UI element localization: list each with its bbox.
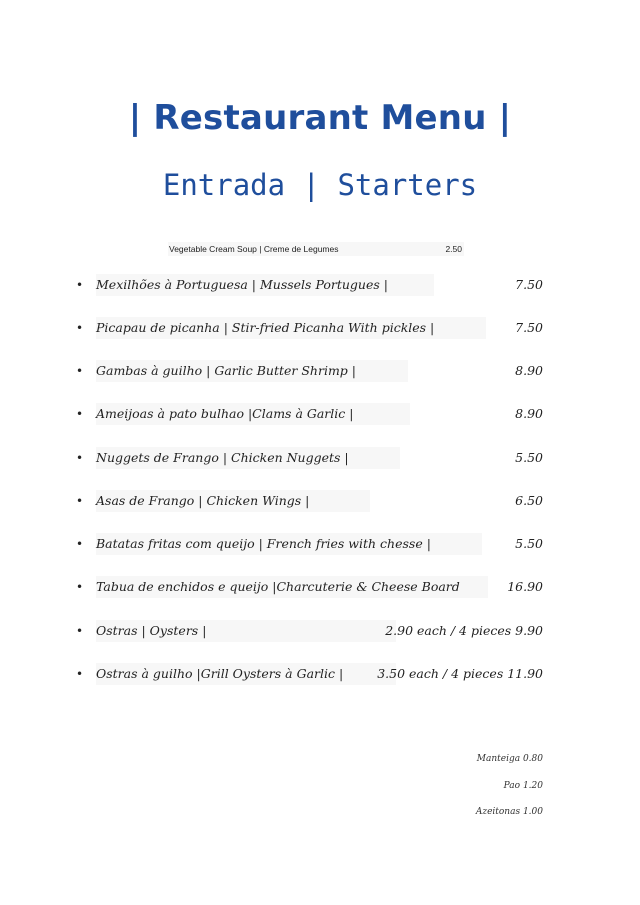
section-title: Entrada | Starters bbox=[162, 168, 478, 202]
menu-item-soup bbox=[168, 242, 464, 256]
item-name: Picapau de picanha | Stir-fried Picanha With pickles | bbox=[96, 320, 435, 335]
item-price: 7.50 bbox=[515, 320, 543, 335]
extra-item: Manteiga 0.80 bbox=[476, 754, 543, 764]
bullet-icon: • bbox=[76, 278, 84, 292]
item-name: Mexilhões à Portuguesa | Mussels Portugues | bbox=[96, 277, 388, 292]
item-price: 16.90 bbox=[507, 579, 543, 594]
menu-item bbox=[72, 620, 546, 642]
item-price: 6.50 bbox=[515, 493, 543, 508]
item-name: Ostras à guilho |Grill Oysters à Garlic | bbox=[96, 666, 344, 681]
menu-item bbox=[72, 403, 546, 425]
bullet-icon: • bbox=[76, 451, 84, 465]
item-price: 8.90 bbox=[515, 363, 543, 378]
item-name: Ameijoas à pato bulhao |Clams à Garlic | bbox=[96, 406, 354, 421]
item-price: 5.50 bbox=[515, 450, 543, 465]
item-price: 7.50 bbox=[515, 277, 543, 292]
bullet-icon: • bbox=[76, 407, 84, 421]
item-name: Nuggets de Frango | Chicken Nuggets | bbox=[96, 450, 349, 465]
bullet-icon: • bbox=[76, 624, 84, 638]
item-name: Tabua de enchidos e queijo |Charcuterie & Cheese Board bbox=[96, 579, 460, 594]
item-name: Gambas à guilho | Garlic Butter Shrimp | bbox=[96, 363, 356, 378]
item-name: Asas de Frango | Chicken Wings | bbox=[96, 493, 310, 508]
menu-item bbox=[72, 360, 546, 382]
menu-item bbox=[72, 576, 546, 598]
item-name: Batatas fritas com queijo | French fries with chesse | bbox=[96, 536, 431, 551]
bullet-icon: • bbox=[76, 494, 84, 508]
bullet-icon: • bbox=[76, 364, 84, 378]
item-price: 8.90 bbox=[515, 406, 543, 421]
menu-item bbox=[72, 274, 546, 296]
item-price: 3.50 each / 4 pieces 11.90 bbox=[377, 666, 543, 681]
bullet-icon: • bbox=[76, 580, 84, 594]
item-price: 2.50 bbox=[445, 244, 462, 254]
item-name: Vegetable Cream Soup | Creme de Legumes bbox=[169, 244, 339, 254]
menu-item bbox=[72, 533, 546, 555]
extra-item: Pao 1.20 bbox=[503, 781, 543, 791]
bullet-icon: • bbox=[76, 321, 84, 335]
menu-item bbox=[72, 490, 546, 512]
item-price: 5.50 bbox=[515, 536, 543, 551]
page-title: | Restaurant Menu | bbox=[128, 98, 512, 138]
menu-item bbox=[72, 663, 546, 685]
item-price: 2.90 each / 4 pieces 9.90 bbox=[385, 623, 543, 638]
menu-item bbox=[72, 447, 546, 469]
menu-item bbox=[72, 317, 546, 339]
item-name: Ostras | Oysters | bbox=[96, 623, 207, 638]
bullet-icon: • bbox=[76, 537, 84, 551]
bullet-icon: • bbox=[76, 667, 84, 681]
extra-item: Azeitonas 1.00 bbox=[475, 807, 543, 817]
